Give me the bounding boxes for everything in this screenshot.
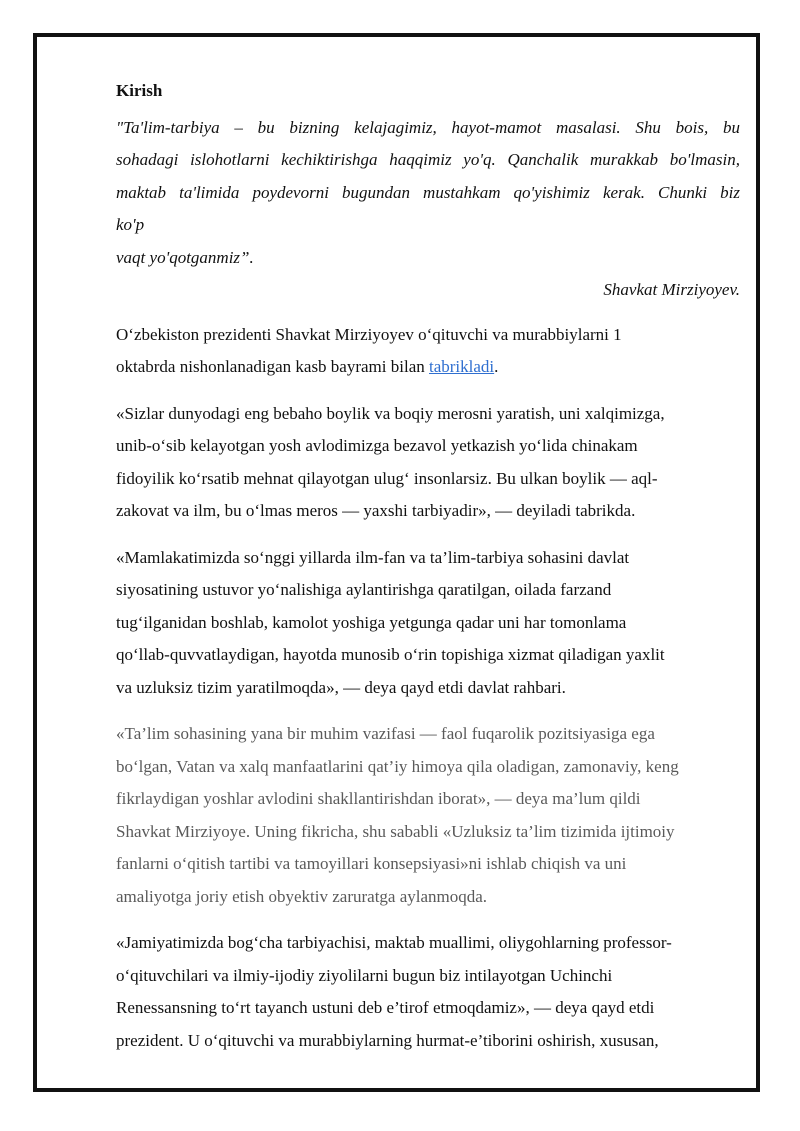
paragraph-text: oktabrda nishonlanadigan kasb bayrami bilan [116, 357, 429, 376]
paragraph-4 [116, 718, 740, 913]
paragraph-line: «Ta’lim sohasining yana bir muhim vazifasi — faol fuqarolik pozitsiyasiga ega [116, 724, 655, 743]
paragraph-line: fikrlaydigan yoshlar avlodini shakllantirishdan iborat», — deya ma’lum qildi [116, 789, 641, 808]
paragraph-2 [116, 398, 740, 528]
paragraph-line: qo‘llab-quvvatlaydigan, hayotda munosib o‘rin topishiga xizmat qiladigan yaxlit [116, 645, 665, 664]
paragraph-line: «Jamiyatimizda bog‘cha tarbiyachisi, maktab muallimi, oliygohlarning professor- [116, 933, 672, 952]
paragraph-line: o‘qituvchilari va ilmiy-ijodiy ziyolilarni bugun biz intilayotgan Uchinchi [116, 965, 613, 985]
paragraph-text: . [494, 357, 499, 376]
paragraph-line: «Mamlakatimizda so‘nggi yillarda ilm-fan va ta’lim-tarbiya sohasini davlat [116, 547, 630, 567]
paragraph-line: bo‘lgan, Vatan va xalq manfaatlarini qat’iy himoya qila oladigan, zamonaviy, keng [116, 756, 679, 776]
paragraph-3 [116, 542, 740, 705]
quote-line: vaqt yo'qotganmiz”. [116, 247, 254, 267]
paragraph-line: va uzluksiz tizim yaratilmoqda», — deya qayd etdi davlat rahbari. [116, 677, 566, 697]
paragraph-line: fidoyilik ko‘rsatib mehnat qilayotgan ulug‘ insonlarsiz. Bu ulkan boylik — aql- [116, 468, 658, 488]
paragraph-line: siyosatining ustuvor yo‘nalishiga aylantirishga qaratilgan, oilada farzand [116, 580, 612, 599]
paragraph-line: amaliyotga joriy etish obyektiv zaruratga aylanmoqda. [116, 886, 488, 906]
paragraph-line: prezident. U o‘qituvchi va murabbiylarning hurmat-e’tiborini oshirish, xususan, [116, 1030, 659, 1050]
paragraph-line: Renessansning to‘rt tayanch ustuni deb e’tirof etmoqdamiz», — deya qayd etdi [116, 998, 655, 1017]
paragraph-line [116, 351, 740, 384]
paragraph-line: zakovat va ilm, bu o‘lmas meros — yaxshi tarbiyadir», — deyiladi tabrikda. [116, 501, 636, 520]
paragraph-line: «Sizlar dunyodagi eng bebaho boylik va boqiy merosni yaratish, uni xalqimizga, [116, 403, 665, 423]
tabrikladi-link[interactable]: tabrikladi [429, 357, 495, 376]
quote-line: "Ta'lim-tarbiya – bu bizning kelajagimiz, hayot-mamot masalasi. Shu bois, bu [116, 117, 740, 137]
quote-line: sohadagi islohotlarni kechiktirishga haqqimiz yo'q. Qanchalik murakkab bo'lmasin, [116, 150, 740, 169]
paragraph-5 [116, 927, 740, 1057]
quote-line: ko'p [116, 215, 145, 234]
paragraph-line: Shavkat Mirziyoye. Uning fikricha, shu sababli «Uzluksiz ta’lim tizimida ijtimoiy [116, 821, 675, 841]
section-heading: Kirish [116, 81, 163, 100]
paragraph-line: O‘zbekiston prezidenti Shavkat Mirziyoyev o‘qituvchi va murabbiylarni 1 [116, 324, 622, 344]
document-body [116, 75, 740, 1071]
quote-author: Shavkat Mirziyoyev. [603, 280, 740, 299]
paragraph-line: unib-o‘sib kelayotgan yosh avlodimizga bezavol yetkazish yo‘lida chinakam [116, 436, 638, 455]
paragraph-line: tug‘ilganidan boshlab, kamolot yoshiga yetgunga qadar uni har tomonlama [116, 612, 627, 632]
quote-line: maktab ta'limida poydevorni bugundan mustahkam qo'yishimiz kerak. Chunki biz [116, 182, 740, 202]
paragraph-1 [116, 319, 740, 384]
paragraph-line: fanlarni o‘qitish tartibi va tamoyillari konsepsiyasi»ni ishlab chiqish va uni [116, 854, 627, 873]
epigraph-quote [116, 112, 740, 275]
